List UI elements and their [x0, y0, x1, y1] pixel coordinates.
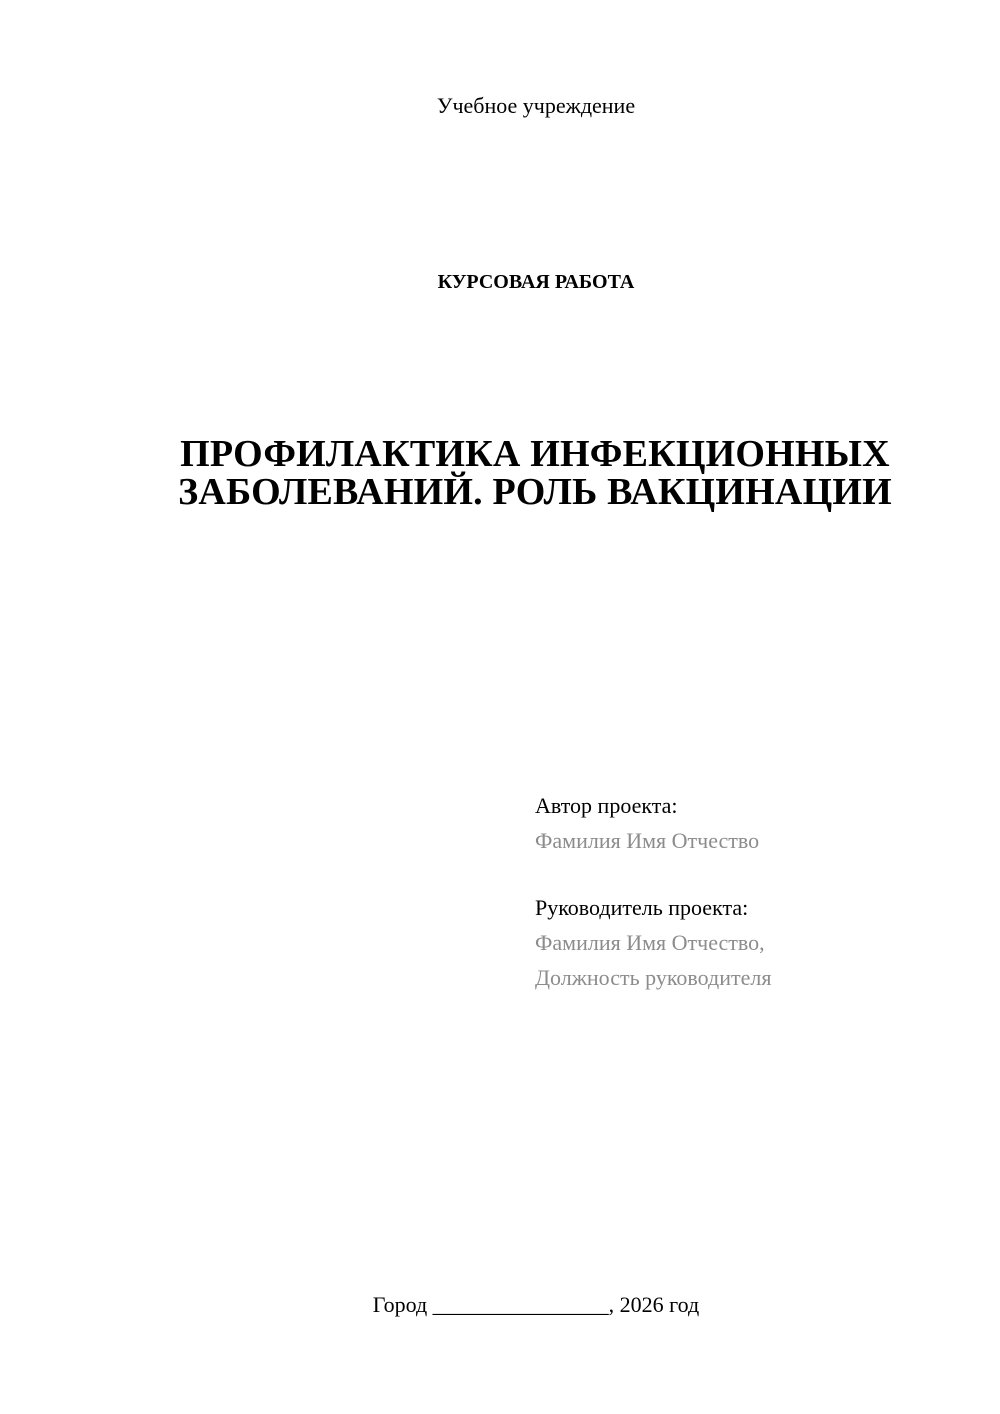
author-label: Автор проекта:	[535, 793, 678, 818]
supervisor-name: Фамилия Имя Отчество,	[535, 930, 765, 955]
credits-spacer	[535, 858, 975, 890]
supervisor-position: Должность руководителя	[535, 965, 772, 990]
credits-block	[535, 788, 975, 995]
document-title-line-2: ЗАБОЛЕВАНИЙ. РОЛЬ ВАКЦИНАЦИИ	[178, 471, 892, 513]
document-type: КУРСОВАЯ РАБОТА	[437, 271, 635, 293]
document-title-line-1: ПРОФИЛАКТИКА ИНФЕКЦИОННЫХ	[180, 433, 890, 475]
supervisor-label: Руководитель проекта:	[535, 895, 749, 920]
city-year-line: Город ________________, 2026 год	[372, 1292, 700, 1317]
institution-name: Учебное учреждение	[436, 93, 636, 118]
document-title	[120, 435, 950, 511]
author-name: Фамилия Имя Отчество	[535, 828, 760, 853]
